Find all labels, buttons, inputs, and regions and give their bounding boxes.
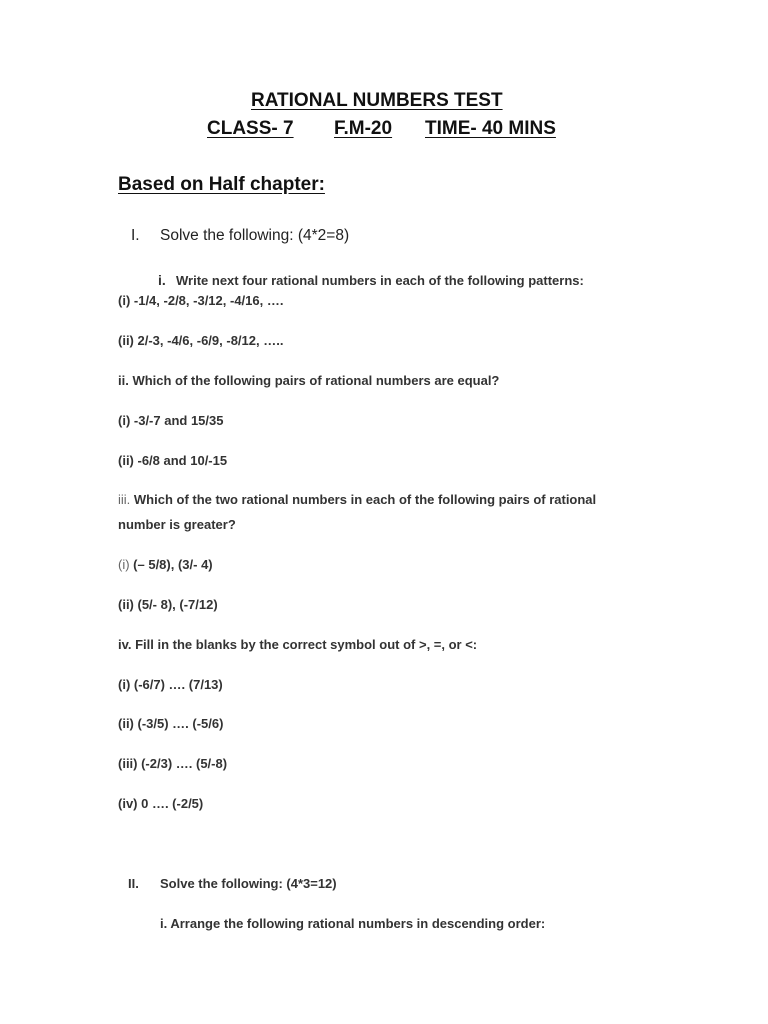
q4-part-iv: (iv) 0 …. (-2/5)	[118, 796, 204, 811]
full-marks-label: F.M-20	[334, 118, 393, 139]
q1-part-ii: (ii) 2/-3, -4/6, -6/9, -8/12, …..	[118, 333, 284, 348]
q3-text-line2: number is greater?	[118, 517, 236, 532]
q4-part-iii: (iii) (-2/3) …. (5/-8)	[118, 756, 228, 771]
chapter-heading: Based on Half chapter:	[118, 174, 325, 195]
section-1-numeral: I.	[131, 227, 140, 244]
q3-part-i-label: (i)	[118, 557, 130, 572]
q1-part-i: (i) -1/4, -2/8, -3/12, -4/16, ….	[118, 293, 284, 308]
section-1-label: Solve the following: (4*2=8)	[160, 227, 350, 244]
q3-part-i-text: (– 5/8), (3/- 4)	[133, 557, 213, 572]
q2-part-ii: (ii) -6/8 and 10/-15	[118, 453, 228, 468]
section-2-label: Solve the following: (4*3=12)	[160, 876, 337, 891]
time-label: TIME- 40 MINS	[425, 118, 556, 139]
q3-numeral: iii.	[118, 492, 131, 507]
q2-text: ii. Which of the following pairs of rational numbers are equal?	[118, 373, 500, 388]
q2-part-i: (i) -3/-7 and 15/35	[118, 413, 224, 428]
q3-line1	[118, 492, 596, 507]
q3-part-ii: (ii) (5/- 8), (-7/12)	[118, 597, 218, 612]
class-label: CLASS- 7	[207, 118, 294, 139]
q3-text-line1: Which of the two rational numbers in each of the following pairs of rational	[133, 492, 597, 507]
q3-part-i	[118, 557, 213, 572]
q4-part-i: (i) (-6/7) …. (7/13)	[118, 677, 223, 692]
test-title: RATIONAL NUMBERS TEST	[251, 90, 503, 111]
q1-numeral: i.	[158, 272, 166, 288]
q1-text: Write next four rational numbers in each of the following patterns:	[176, 273, 584, 288]
section-2-q1: i. Arrange the following rational numbers in descending order:	[160, 916, 546, 931]
q4-text: iv. Fill in the blanks by the correct symbol out of >, =, or <:	[118, 637, 478, 652]
q4-part-ii: (ii) (-3/5) …. (-5/6)	[118, 716, 224, 731]
section-2-numeral: II.	[128, 876, 139, 891]
